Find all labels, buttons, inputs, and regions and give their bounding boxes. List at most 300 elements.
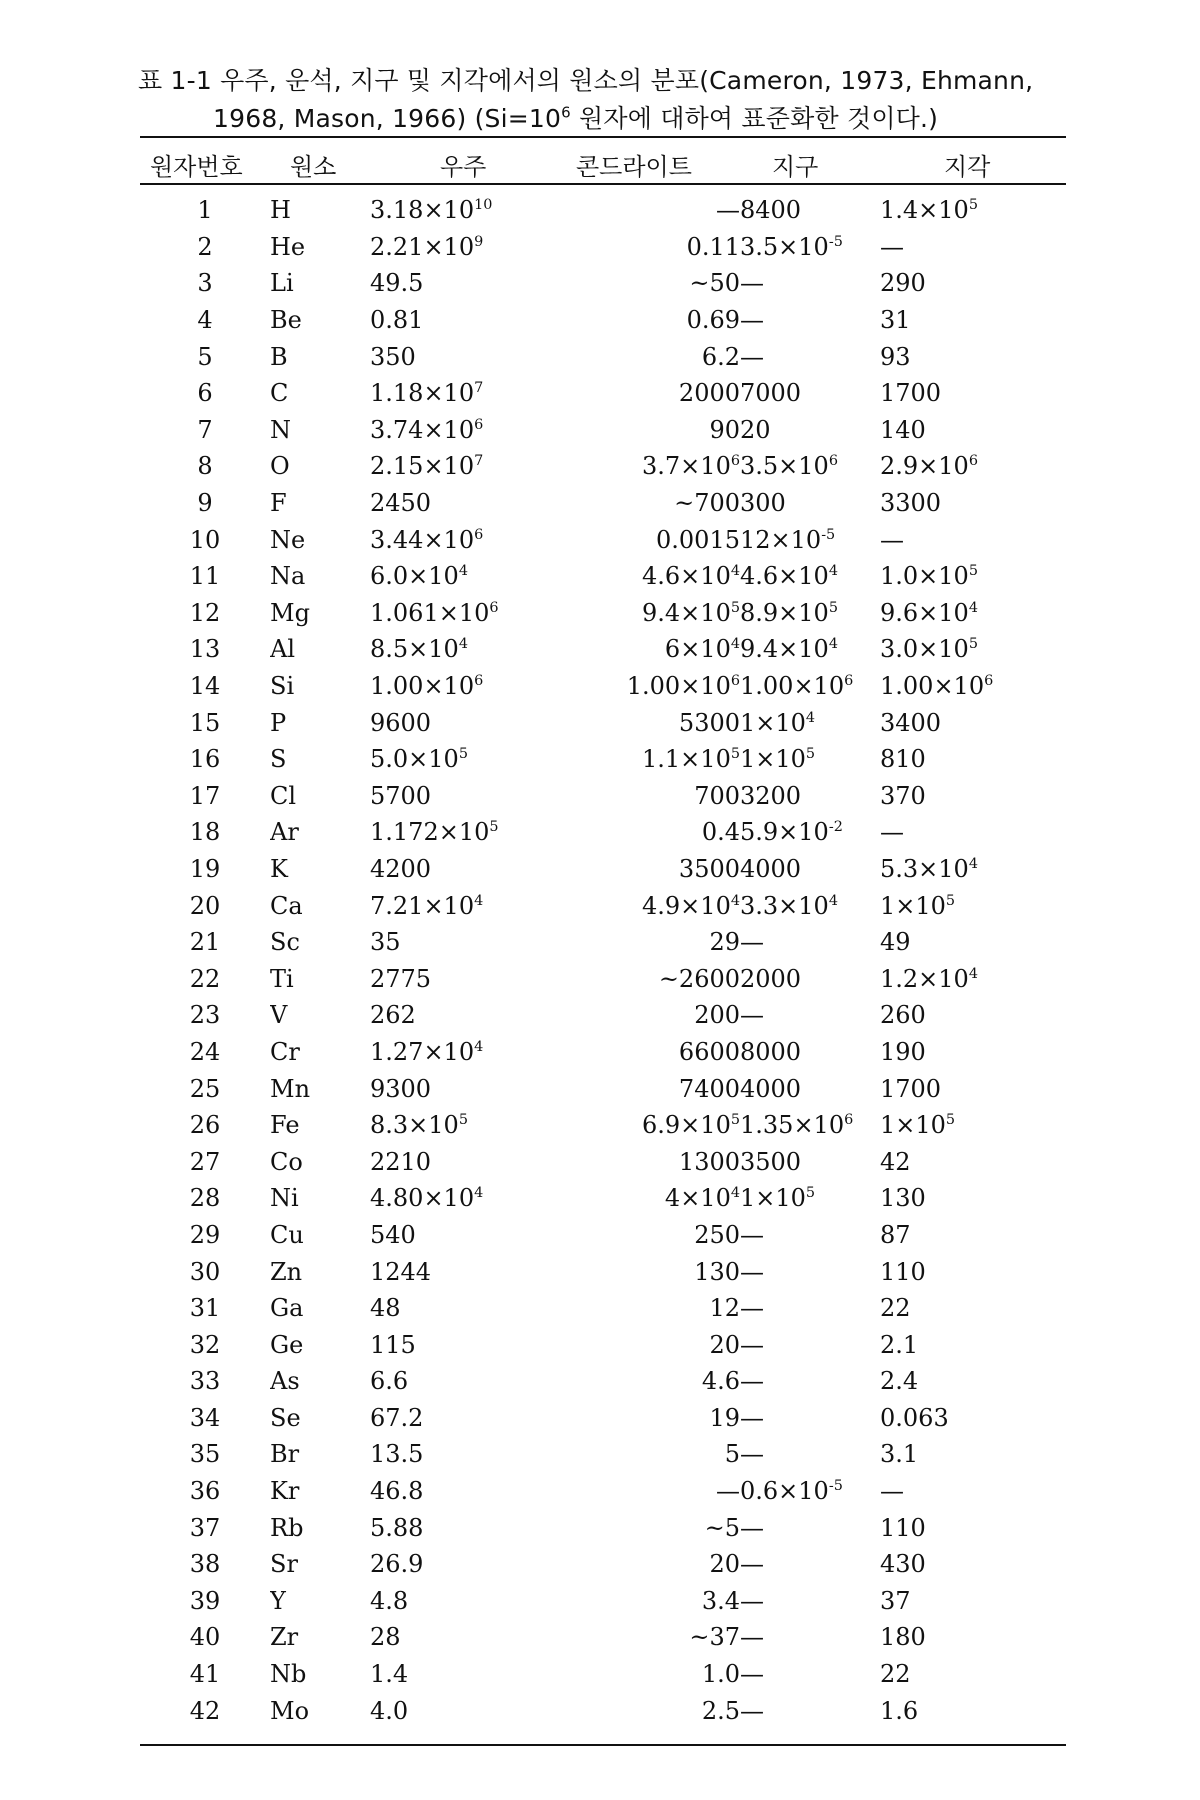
value-exponent: -5: [828, 1478, 843, 1495]
atomic-number-cell: 2: [197, 232, 213, 261]
crust-cell: 290: [880, 269, 926, 298]
table-row: [140, 1107, 1066, 1144]
earth-cell: —: [740, 1586, 764, 1615]
earth-cell: —: [740, 1550, 764, 1579]
chondrite-cell: 700: [694, 781, 740, 810]
chondrite-cell: 1.0: [701, 1660, 740, 1689]
universe-cell: [370, 887, 550, 924]
element-cell: Mo: [270, 1696, 310, 1725]
header-atomic-number: 원자번호: [150, 153, 243, 181]
atomic-number-cell: 16: [189, 745, 221, 774]
value-base: 4.80×10: [370, 1184, 475, 1213]
value-exponent: 5: [730, 599, 740, 616]
universe-cell: [370, 814, 550, 851]
element-cell: Ge: [270, 1330, 304, 1359]
universe-cell: [370, 412, 550, 449]
caption-line-2-end: 원자에 대하여 표준화한 것이다.): [570, 104, 939, 133]
earth-cell: —: [740, 1001, 764, 1030]
atomic-number-cell: 35: [189, 1440, 221, 1469]
element-cell: Mn: [270, 1074, 311, 1103]
header-earth: 지구: [772, 153, 819, 181]
crust-cell: 1700: [880, 379, 942, 408]
value-base: 1×10: [880, 1111, 946, 1140]
atomic-number-cell: 22: [189, 964, 221, 993]
value-exponent: -5: [821, 526, 836, 543]
value-exponent: 5: [968, 563, 978, 580]
element-cell: O: [270, 452, 290, 481]
universe-cell: 5700: [370, 781, 432, 810]
atomic-number-cell: 5: [197, 342, 213, 371]
universe-cell: 9300: [370, 1074, 432, 1103]
earth-cell: —: [740, 928, 764, 957]
earth-cell: —: [740, 269, 764, 298]
universe-cell: 540: [370, 1220, 416, 1249]
value-base: 9.4×10: [740, 635, 829, 664]
table-row: [140, 1034, 1066, 1071]
universe-cell: 6.6: [370, 1367, 409, 1396]
chondrite-cell: 6600: [678, 1037, 740, 1066]
earth-cell: —: [740, 1330, 764, 1359]
table-row: [140, 1436, 1066, 1473]
universe-cell: 46.8: [370, 1477, 424, 1506]
element-cell: Li: [270, 269, 294, 298]
element-cell: Na: [270, 562, 306, 591]
caption-exponent: 6: [561, 103, 571, 122]
value-base: 2.21×10: [370, 232, 475, 261]
value-base: 6×10: [664, 635, 731, 664]
atomic-number-cell: 17: [189, 781, 221, 810]
earth-cell: [740, 668, 880, 705]
value-exponent: 5: [489, 819, 499, 836]
value-exponent: 4: [968, 965, 978, 982]
chondrite-cell: ~5: [704, 1513, 740, 1542]
chondrite-cell: ~50: [689, 269, 740, 298]
universe-cell: 262: [370, 1001, 416, 1030]
atomic-number-cell: 28: [189, 1184, 221, 1213]
crust-cell: 3400: [880, 708, 942, 737]
universe-cell: [370, 631, 550, 668]
universe-cell: [370, 1180, 550, 1217]
crust-cell: 31: [880, 306, 911, 335]
universe-cell: [370, 192, 550, 229]
table-row: [140, 741, 1066, 778]
element-cell: N: [270, 415, 291, 444]
atomic-number-cell: 14: [189, 672, 221, 701]
value-base: 6.0×10: [370, 562, 459, 591]
universe-cell: 9600: [370, 708, 432, 737]
atomic-number-cell: 31: [189, 1294, 221, 1323]
value-exponent: 4: [458, 563, 468, 580]
atomic-number-cell: 3: [197, 269, 213, 298]
value-base: 8.3×10: [370, 1111, 459, 1140]
earth-cell: [740, 741, 880, 778]
earth-cell: [740, 887, 880, 924]
abundance-table: [140, 192, 1066, 1729]
earth-cell: [740, 1180, 880, 1217]
value-base: 1×10: [740, 745, 806, 774]
universe-cell: [370, 558, 550, 595]
earth-cell: 3500: [740, 1147, 802, 1176]
atomic-number-cell: 10: [189, 525, 221, 554]
universe-cell: [370, 1034, 550, 1071]
table-top-rule: [140, 136, 1066, 138]
chondrite-cell: 2000: [678, 379, 740, 408]
table-row: [140, 1546, 1066, 1583]
table-bottom-rule: [140, 1744, 1066, 1746]
value-base: 3.44×10: [370, 525, 475, 554]
element-cell: Cr: [270, 1037, 300, 1066]
element-cell: H: [270, 196, 291, 225]
element-cell: Se: [270, 1403, 301, 1432]
value-base: 7.21×10: [370, 891, 475, 920]
table-row: [140, 1217, 1066, 1254]
earth-cell: —: [740, 1294, 764, 1323]
earth-cell: 2000: [740, 964, 802, 993]
crust-cell: 87: [880, 1220, 911, 1249]
value-exponent: 5: [945, 1112, 956, 1129]
value-base: 1×10: [740, 708, 806, 737]
crust-cell: —: [880, 525, 904, 554]
element-cell: C: [270, 379, 289, 408]
table-row: [140, 448, 1066, 485]
crust-cell: 2.1: [880, 1330, 919, 1359]
header-crust: 지각: [944, 153, 991, 181]
crust-cell: —: [880, 818, 904, 847]
crust-cell: 0.063: [880, 1403, 949, 1432]
value-base: 4×10: [664, 1184, 731, 1213]
atomic-number-cell: 23: [189, 1001, 221, 1030]
chondrite-cell: 2.5: [701, 1696, 740, 1725]
universe-cell: 67.2: [370, 1403, 424, 1432]
value-base: 5.9×10: [740, 818, 829, 847]
value-exponent: 6: [828, 453, 838, 470]
value-base: 4.9×10: [642, 891, 731, 920]
value-exponent: 6: [474, 673, 484, 690]
atomic-number-cell: 1: [197, 196, 213, 225]
atomic-number-cell: 12: [189, 598, 221, 627]
atomic-number-cell: 20: [189, 891, 221, 920]
chondrite-cell: 0.11: [686, 232, 740, 261]
element-cell: Ti: [270, 964, 294, 993]
atomic-number-cell: 13: [189, 635, 221, 664]
universe-cell: [370, 595, 550, 632]
value-base: 4.6×10: [740, 562, 829, 591]
table-row: [140, 1326, 1066, 1363]
value-exponent: 6: [489, 599, 499, 616]
crust-cell: [880, 668, 1066, 705]
element-cell: Al: [270, 635, 296, 664]
chondrite-cell: [550, 887, 740, 924]
crust-cell: [880, 887, 1066, 924]
table-row: [140, 302, 1066, 339]
universe-cell: 35: [370, 928, 401, 957]
table-row: [140, 412, 1066, 449]
value-exponent: 5: [968, 197, 978, 214]
chondrite-cell: [550, 668, 740, 705]
table-row: [140, 1363, 1066, 1400]
value-exponent: 5: [945, 892, 956, 909]
value-base: 1.27×10: [370, 1037, 475, 1066]
caption-line-2: [138, 100, 1068, 138]
atomic-number-cell: 39: [189, 1586, 221, 1615]
element-cell: B: [270, 342, 288, 371]
earth-cell: [740, 631, 880, 668]
value-base: 8.9×10: [740, 598, 829, 627]
value-base: 3.5×10: [740, 452, 829, 481]
table-row: [140, 375, 1066, 412]
crust-cell: [880, 558, 1066, 595]
table-row: [140, 997, 1066, 1034]
atomic-number-cell: 42: [189, 1696, 221, 1725]
earth-cell: —: [740, 1367, 764, 1396]
atomic-number-cell: 25: [189, 1074, 221, 1103]
caption-line-1: 표 1-1 우주, 운석, 지구 및 지각에서의 원소의 분포(Cameron, 1973, Ehmann,: [138, 66, 1034, 95]
universe-cell: 13.5: [370, 1440, 424, 1469]
chondrite-cell: —: [716, 196, 740, 225]
table-header-row: [140, 140, 1066, 182]
table-row: [140, 851, 1066, 888]
value-base: 8.5×10: [370, 635, 459, 664]
chondrite-cell: [550, 631, 740, 668]
chondrite-cell: 29: [709, 928, 740, 957]
table-header-rule: [140, 183, 1066, 185]
chondrite-cell: [550, 448, 740, 485]
crust-cell: 49: [880, 928, 911, 957]
value-exponent: 4: [968, 855, 978, 872]
earth-cell: [740, 1473, 880, 1510]
crust-cell: 190: [880, 1037, 926, 1066]
value-base: 1.35×10: [740, 1111, 845, 1140]
earth-cell: [740, 558, 880, 595]
earth-cell: 7000: [740, 379, 802, 408]
crust-cell: [880, 851, 1066, 888]
value-exponent: -2: [828, 819, 843, 836]
chondrite-cell: ~37: [689, 1623, 740, 1652]
crust-cell: 22: [880, 1294, 911, 1323]
value-exponent: 6: [730, 673, 740, 690]
chondrite-cell: 0.69: [686, 306, 740, 335]
value-base: 3.5×10: [740, 232, 829, 261]
value-base: 0.6×10: [740, 1477, 829, 1506]
table-row: [140, 704, 1066, 741]
table-row: [140, 778, 1066, 815]
value-base: 9.4×10: [642, 598, 731, 627]
chondrite-cell: 4.6: [701, 1367, 740, 1396]
header-chondrite: 콘드라이트: [576, 153, 692, 181]
value-exponent: 4: [730, 636, 740, 653]
element-cell: Ne: [270, 525, 306, 554]
value-exponent: 5: [458, 746, 468, 763]
table-row: [140, 1692, 1066, 1729]
universe-cell: 4.8: [370, 1586, 409, 1615]
element-cell: Ni: [270, 1184, 299, 1213]
table-row: [140, 1070, 1066, 1107]
value-exponent: 5: [458, 1112, 468, 1129]
value-base: 5.0×10: [370, 745, 459, 774]
table-row: [140, 265, 1066, 302]
table-row: [140, 1583, 1066, 1620]
element-cell: Co: [270, 1147, 303, 1176]
crust-cell: 140: [880, 415, 926, 444]
universe-cell: 48: [370, 1294, 401, 1323]
chondrite-cell: 1300: [678, 1147, 740, 1176]
chondrite-cell: 3.4: [701, 1586, 740, 1615]
value-base: 6.9×10: [642, 1111, 731, 1140]
atomic-number-cell: 40: [189, 1623, 221, 1652]
chondrite-cell: ~2600: [658, 964, 740, 993]
table-row: [140, 1656, 1066, 1693]
crust-cell: [880, 631, 1066, 668]
chondrite-cell: 250: [694, 1220, 740, 1249]
value-base: 3.18×10: [370, 196, 475, 225]
earth-cell: [740, 521, 880, 558]
table-row: [140, 887, 1066, 924]
element-cell: Nb: [270, 1660, 307, 1689]
chondrite-cell: 90: [709, 415, 740, 444]
value-exponent: 4: [730, 892, 740, 909]
table-row: [140, 338, 1066, 375]
element-cell: Ar: [270, 818, 299, 847]
atomic-number-cell: 11: [189, 562, 221, 591]
earth-cell: —: [740, 1440, 764, 1469]
table-row: [140, 229, 1066, 266]
chondrite-cell: [550, 741, 740, 778]
crust-cell: [880, 595, 1066, 632]
value-base: 5.3×10: [880, 854, 969, 883]
value-base: 3.3×10: [740, 891, 829, 920]
value-exponent: 7: [474, 380, 484, 397]
crust-cell: 3300: [880, 489, 942, 518]
crust-cell: 42: [880, 1147, 911, 1176]
element-cell: Fe: [270, 1111, 300, 1140]
value-exponent: 6: [844, 673, 854, 690]
atomic-number-cell: 19: [189, 854, 221, 883]
value-exponent: 6: [968, 453, 978, 470]
universe-cell: 1.4: [370, 1660, 409, 1689]
table-row: [140, 960, 1066, 997]
atomic-number-cell: 41: [189, 1660, 221, 1689]
value-exponent: 4: [730, 1185, 740, 1202]
earth-cell: 300: [740, 489, 786, 518]
value-exponent: -5: [828, 233, 843, 250]
element-cell: Ca: [270, 891, 303, 920]
universe-cell: 5.88: [370, 1513, 424, 1542]
value-exponent: 4: [458, 636, 468, 653]
atomic-number-cell: 24: [189, 1037, 221, 1066]
value-base: 1.00×10: [740, 672, 845, 701]
chondrite-cell: 200: [694, 1001, 740, 1030]
value-base: 3.74×10: [370, 415, 475, 444]
value-exponent: 4: [474, 1185, 484, 1202]
value-base: 1.00×10: [626, 672, 731, 701]
universe-cell: 1244: [370, 1257, 432, 1286]
earth-cell: —: [740, 1403, 764, 1432]
chondrite-cell: 20: [709, 1330, 740, 1359]
table-row: [140, 631, 1066, 668]
table-row: [140, 595, 1066, 632]
earth-cell: 20: [740, 415, 771, 444]
value-base: 9.6×10: [880, 598, 969, 627]
earth-cell: [740, 1107, 880, 1144]
value-base: 1.18×10: [370, 379, 475, 408]
table-row: [140, 1143, 1066, 1180]
value-exponent: 9: [474, 233, 484, 250]
table-caption: [138, 62, 1068, 138]
element-cell: Br: [270, 1440, 300, 1469]
value-exponent: 5: [730, 746, 740, 763]
value-exponent: 6: [474, 416, 484, 433]
crust-cell: 1.6: [880, 1696, 919, 1725]
crust-cell: 93: [880, 342, 911, 371]
earth-cell: —: [740, 1257, 764, 1286]
value-base: 1×10: [740, 1184, 806, 1213]
value-exponent: 6: [984, 673, 994, 690]
table-row: [140, 814, 1066, 851]
crust-cell: 130: [880, 1184, 926, 1213]
earth-cell: —: [740, 1660, 764, 1689]
chondrite-cell: [550, 558, 740, 595]
earth-cell: [740, 814, 880, 851]
crust-cell: —: [880, 1477, 904, 1506]
atomic-number-cell: 38: [189, 1550, 221, 1579]
atomic-number-cell: 9: [197, 489, 213, 518]
atomic-number-cell: 33: [189, 1367, 221, 1396]
universe-cell: [370, 375, 550, 412]
value-base: 2.15×10: [370, 452, 475, 481]
value-base: 2.9×10: [880, 452, 969, 481]
earth-cell: [740, 229, 880, 266]
earth-cell: —: [740, 306, 764, 335]
earth-cell: [740, 595, 880, 632]
chondrite-cell: 19: [709, 1403, 740, 1432]
abundance-table-body: [140, 192, 1066, 1729]
crust-cell: [880, 192, 1066, 229]
element-cell: V: [270, 1001, 288, 1030]
crust-cell: 22: [880, 1660, 911, 1689]
value-base: 3.7×10: [642, 452, 731, 481]
element-cell: Sc: [270, 928, 300, 957]
earth-cell: —: [740, 1513, 764, 1542]
chondrite-cell: 130: [694, 1257, 740, 1286]
earth-cell: 4000: [740, 854, 802, 883]
atomic-number-cell: 15: [189, 708, 221, 737]
crust-cell: [880, 448, 1066, 485]
universe-cell: 2775: [370, 964, 432, 993]
element-cell: Ga: [270, 1294, 304, 1323]
header-element: 원소: [290, 153, 337, 181]
earth-cell: 3200: [740, 781, 802, 810]
atomic-number-cell: 8: [197, 452, 213, 481]
universe-cell: 4.0: [370, 1696, 409, 1725]
universe-cell: 115: [370, 1330, 416, 1359]
universe-cell: 0.81: [370, 306, 424, 335]
crust-cell: [880, 1107, 1066, 1144]
universe-cell: [370, 741, 550, 778]
value-base: 1.00×10: [880, 672, 985, 701]
universe-cell: [370, 1107, 550, 1144]
value-exponent: 4: [805, 709, 816, 726]
crust-cell: 370: [880, 781, 926, 810]
atomic-number-cell: 26: [189, 1111, 221, 1140]
value-base: 1.061×10: [370, 598, 490, 627]
value-base: 4.6×10: [642, 562, 731, 591]
chondrite-cell: 0.0015: [656, 525, 740, 554]
crust-cell: 2.4: [880, 1367, 919, 1396]
table-row: [140, 668, 1066, 705]
earth-cell: 4000: [740, 1074, 802, 1103]
value-exponent: 10: [474, 197, 493, 214]
universe-cell: 28: [370, 1623, 401, 1652]
